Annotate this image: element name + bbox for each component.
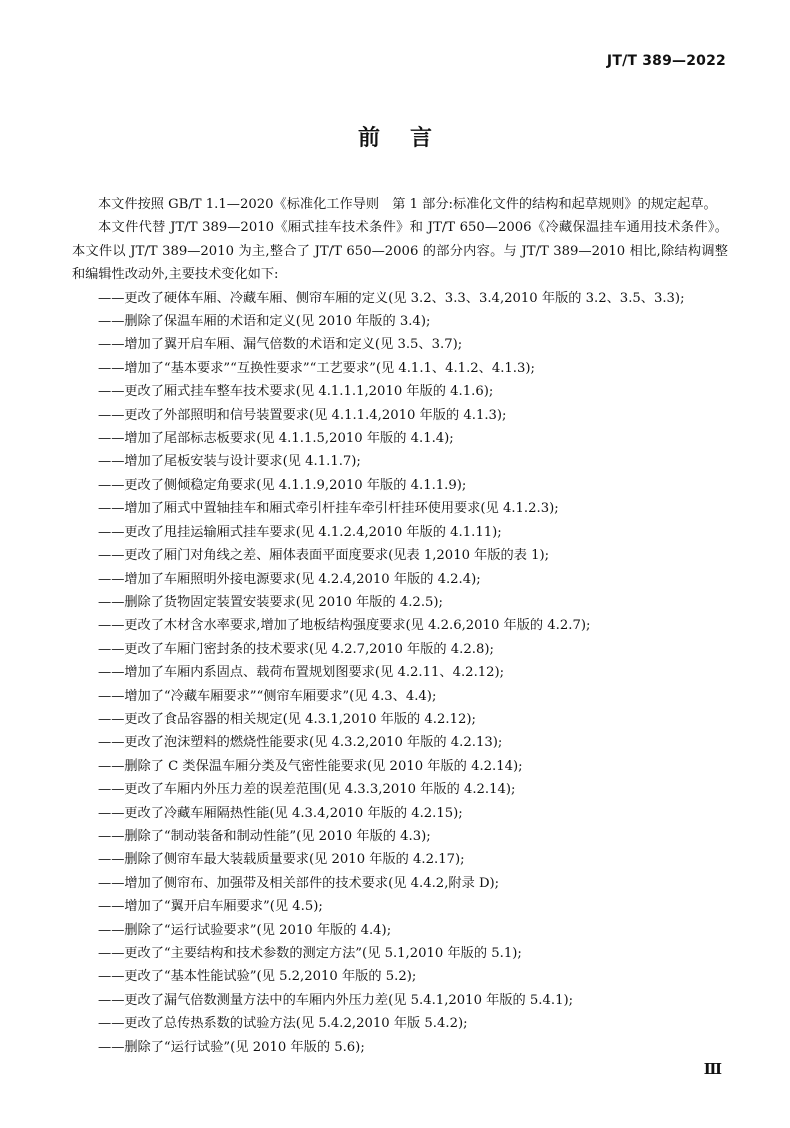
change-item: ——更改了泡沫塑料的燃烧性能要求(见 4.3.2,2010 年版的 4.2.13); xyxy=(98,735,503,751)
foreword-body xyxy=(72,193,728,1059)
change-item: ——更改了“基本性能试验”(见 5.2,2010 年版的 5.2); xyxy=(98,969,417,985)
change-item: ——更改了外部照明和信号装置要求(见 4.1.1.4,2010 年版的 4.1.3); xyxy=(98,407,507,423)
change-item: ——删除了“运行试验要求”(见 2010 年版的 4.4); xyxy=(98,922,392,938)
page-title: 前言 xyxy=(357,126,462,151)
technical-changes-list xyxy=(72,287,728,1059)
change-item: ——更改了“主要结构和技术参数的测定方法”(见 5.1,2010 年版的 5.1); xyxy=(98,946,522,961)
change-item: ——增加了厢式中置轴挂车和厢式牵引杆挂车牵引杆挂环使用要求(见 4.1.2.3); xyxy=(98,501,559,517)
change-item: ——删除了“运行试验”(见 2010 年版的 5.6); xyxy=(98,1039,365,1055)
page-number: Ⅲ xyxy=(703,1060,722,1078)
paragraph-replacement-statement: 本文件代替 JT/T 389—2010《厢式挂车技术条件》和 JT/T 650—2006《冷藏保温挂车通用技术条件》。本文件以 JT/T 389—2010 为主,整合了 JT/T 650—2006 的部分内容。与 JT/T 389—2010 相比,除结构调整和编辑性改动外,主要技术变化如下: xyxy=(72,220,728,283)
change-item: ——更改了厢门对角线之差、厢体表面平面度要求(见表 1,2010 年版的表 1); xyxy=(98,548,550,564)
change-item: ——删除了侧帘车最大装载质量要求(见 2010 年版的 4.2.17); xyxy=(98,852,465,868)
change-item: ——增加了尾部标志板要求(见 4.1.1.5,2010 年版的 4.1.4); xyxy=(98,431,454,447)
change-item: ——增加了翼开启车厢、漏气倍数的术语和定义(见 3.5、3.7); xyxy=(98,337,463,353)
change-item: ——更改了车厢内外压力差的误差范围(见 4.3.3,2010 年版的 4.2.14); xyxy=(98,782,516,798)
change-item: ——更改了硬体车厢、冷藏车厢、侧帘车厢的定义(见 3.2、3.3、3.4,2010 年版的 3.2、3.5、3.3); xyxy=(98,290,685,306)
paragraph-drafting-basis: 本文件按照 GB/T 1.1—2020《标准化工作导则 第 1 部分:标准化文件的结构和起草规则》的规定起草。 xyxy=(98,197,717,212)
document-code: JT/T 389—2022 xyxy=(606,53,726,69)
change-item: ——更改了厢式挂车整车技术要求(见 4.1.1.1,2010 年版的 4.1.6); xyxy=(98,384,494,400)
change-item: ——增加了“翼开启车厢要求”(见 4.5); xyxy=(98,899,323,915)
change-item: ——更改了漏气倍数测量方法中的车厢内外压力差(见 5.4.1,2010 年版的 5.4.1); xyxy=(98,992,574,1008)
change-item: ——增加了“基本要求”“互换性要求”“工艺要求”(见 4.1.1、4.1.2、4.1.3); xyxy=(98,360,535,376)
change-item: ——增加了“冷藏车厢要求”“侧帘车厢要求”(见 4.3、4.4); xyxy=(98,688,437,704)
change-item: ——删除了货物固定装置安装要求(见 2010 年版的 4.2.5); xyxy=(98,594,443,610)
change-item: ——更改了食品容器的相关规定(见 4.3.1,2010 年版的 4.2.12); xyxy=(98,711,476,727)
change-item: ——更改了总传热系数的试验方法(见 5.4.2,2010 年版 5.4.2); xyxy=(98,1016,468,1032)
change-item: ——增加了车厢内系固点、载荷布置规划图要求(见 4.2.11、4.2.12); xyxy=(98,665,505,681)
change-item: ——删除了保温车厢的术语和定义(见 2010 年版的 3.4); xyxy=(98,314,431,330)
change-item: ——更改了冷藏车厢隔热性能(见 4.3.4,2010 年版的 4.2.15); xyxy=(98,805,463,821)
change-item: ——更改了木材含水率要求,增加了地板结构强度要求(见 4.2.6,2010 年版的 4.2.7); xyxy=(98,618,591,634)
change-item: ——更改了车厢门密封条的技术要求(见 4.2.7,2010 年版的 4.2.8); xyxy=(98,641,494,657)
change-item: ——更改了侧倾稳定角要求(见 4.1.1.9,2010 年版的 4.1.1.9); xyxy=(98,477,467,493)
change-item: ——增加了侧帘布、加强带及相关部件的技术要求(见 4.4.2,附录 D); xyxy=(98,875,500,891)
change-item: ——删除了 C 类保温车厢分类及气密性能要求(见 2010 年版的 4.2.14); xyxy=(98,758,523,774)
change-item: ——更改了甩挂运输厢式挂车要求(见 4.1.2.4,2010 年版的 4.1.11); xyxy=(98,524,502,540)
change-item: ——删除了“制动装备和制动性能”(见 2010 年版的 4.3); xyxy=(98,828,431,844)
change-item: ——增加了尾板安装与设计要求(见 4.1.1.7); xyxy=(98,454,361,470)
change-item: ——增加了车厢照明外接电源要求(见 4.2.4,2010 年版的 4.2.4); xyxy=(98,571,481,587)
